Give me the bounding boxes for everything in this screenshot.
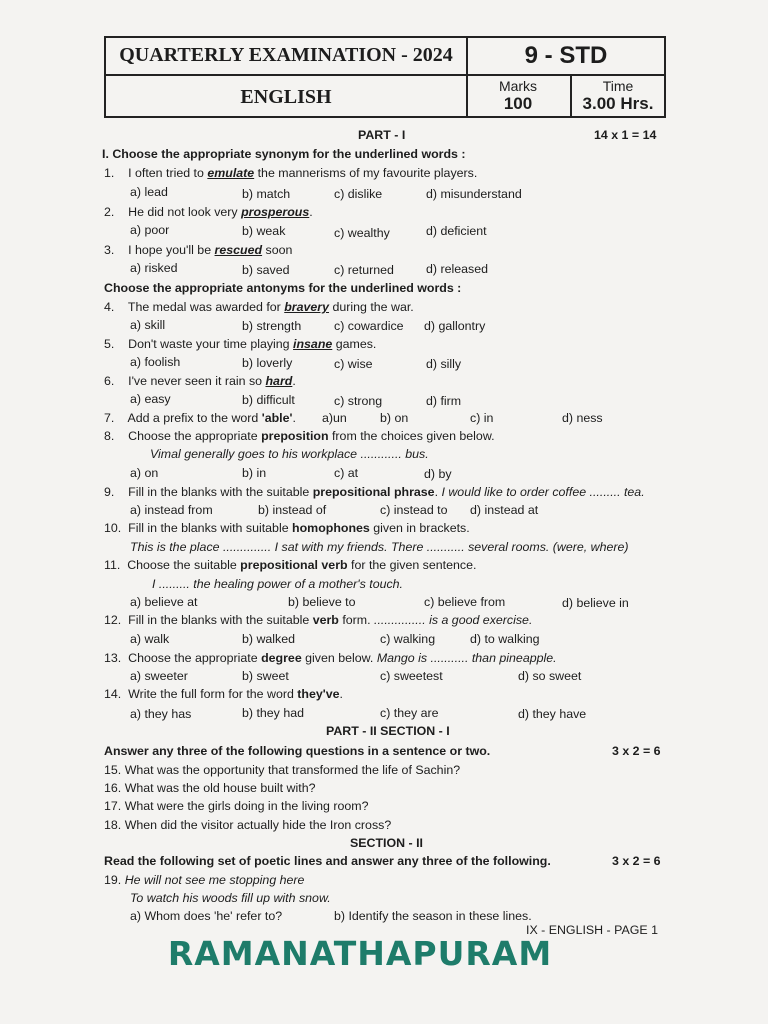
question-5: 5. Don't waste your time playing insane games. (104, 337, 377, 351)
option-a: a) risked (130, 261, 178, 275)
option-a: a) walk (130, 632, 170, 646)
option-d: d) firm (426, 394, 462, 408)
option-d: d) by (424, 467, 452, 481)
option-b: b) Identify the season in these lines. (334, 909, 532, 923)
option-c: c) returned (334, 263, 394, 277)
poem-line-2: To watch his woods fill up with snow. (130, 891, 331, 905)
question-6: 6. I've never seen it rain so hard. (104, 374, 296, 388)
option-c: c) in (470, 411, 494, 425)
option-d: d) misunderstand (426, 187, 522, 201)
option-a: a) Whom does 'he' refer to? (130, 909, 283, 923)
option-a: a)un (322, 411, 347, 425)
option-b: b) in (242, 466, 267, 480)
option-a: a) on (130, 466, 159, 480)
question-12: 12. Fill in the blanks with the suitable verb form. ............... is a good exercise. (104, 613, 533, 627)
option-c: c) believe from (424, 595, 506, 609)
option-b: b) on (380, 411, 409, 425)
option-a: a) skill (130, 318, 166, 332)
exam-title: QUARTERLY EXAMINATION - 2024 (119, 44, 453, 66)
question-16: 16. What was the old house built with? (104, 781, 316, 795)
question-8: 8. Choose the appropriate preposition from the choices given below. (104, 429, 495, 443)
option-c: c) at (334, 466, 359, 480)
option-a: a) easy (130, 392, 171, 406)
time-value: 3.00 Hrs. (582, 94, 654, 113)
question-17: 17. What were the girls doing in the living room? (104, 799, 369, 813)
option-b: b) weak (242, 224, 286, 238)
option-d: d) believe in (562, 596, 629, 610)
option-b: b) loverly (242, 356, 293, 370)
question-11: 11. Choose the suitable prepositional verb for the given sentence. (104, 558, 477, 572)
time-cell (570, 74, 666, 116)
question-4: 4. The medal was awarded for bravery during the war. (104, 300, 414, 314)
underlined-word: emulate (207, 166, 255, 180)
question-sentence: I ......... the healing power of a mother's touch. (152, 577, 404, 591)
option-b: b) sweet (242, 669, 289, 683)
option-c: c) sweetest (380, 669, 443, 683)
option-a: a) lead (130, 185, 168, 199)
option-d: d) silly (426, 357, 462, 371)
question-19: 19. He will not see me stopping here (104, 873, 305, 887)
option-d: d) so sweet (518, 669, 582, 683)
part1-title: PART - I (358, 128, 406, 142)
question-sentence: Vimal generally goes to his workplace ............ bus. (150, 447, 429, 461)
option-a: a) foolish (130, 355, 181, 369)
question-1: 1. I often tried to emulate the mannerisms of my favourite players. (104, 166, 478, 180)
part2-title: PART - II SECTION - I (326, 724, 450, 738)
time-label: Time (602, 78, 634, 94)
option-b: b) they had (242, 706, 304, 720)
option-c: c) they are (380, 706, 439, 720)
option-d: d) instead at (470, 503, 539, 517)
question-13: 13. Choose the appropriate degree given below. Mango is ........... than pineapple. (104, 651, 557, 665)
option-d: d) ness (562, 411, 603, 425)
std-label: 9 - STD (524, 42, 608, 69)
option-d: d) gallontry (424, 319, 486, 333)
option-b: b) saved (242, 263, 290, 277)
question-7: 7. Add a prefix to the word 'able'. (104, 411, 296, 425)
question-18: 18. When did the visitor actually hide the Iron cross? (104, 818, 392, 832)
marks-cell (466, 74, 572, 116)
subject-title: ENGLISH (240, 86, 332, 108)
brand-watermark: RAMANATHAPURAM (167, 934, 553, 973)
option-c: c) cowardice (334, 319, 404, 333)
option-a: a) poor (130, 223, 170, 237)
question-9: 9. Fill in the blanks with the suitable prepositional phrase. I would like to order coffee ......... tea. (104, 485, 645, 499)
question-15: 15. What was the opportunity that transformed the life of Sachin? (104, 763, 461, 777)
section2-instruction: Read the following set of poetic lines and answer any three of the following. (104, 854, 551, 868)
exam-header (104, 36, 666, 118)
option-b: b) match (242, 187, 291, 201)
option-b: b) believe to (288, 595, 356, 609)
section2-title: SECTION - II (350, 836, 423, 850)
option-c: c) strong (334, 394, 383, 408)
option-b: b) strength (242, 319, 302, 333)
option-d: d) to walking (470, 632, 540, 646)
part2-marks: 3 x 2 = 6 (612, 744, 661, 758)
question-sentence: This is the place .............. I sat with my friends. There ........... several rooms. (were, where) (130, 540, 629, 554)
option-d: d) released (426, 262, 488, 276)
marks-label: Marks (498, 78, 538, 94)
question-3: 3. I hope you'll be rescued soon (104, 243, 293, 257)
option-d: d) they have (518, 707, 587, 721)
option-b: b) walked (242, 632, 296, 646)
option-b: b) instead of (258, 503, 327, 517)
option-d: d) deficient (426, 224, 487, 238)
option-c: c) instead to (380, 503, 448, 517)
option-c: c) wise (334, 357, 373, 371)
antonym-instruction: Choose the appropriate antonyms for the underlined words : (104, 281, 462, 295)
question-2: 2. He did not look very prosperous. (104, 205, 313, 219)
page-label: IX - ENGLISH - PAGE 1 (526, 923, 658, 937)
marks-value: 100 (503, 94, 533, 113)
part1-marks: 14 x 1 = 14 (594, 128, 657, 142)
option-a: a) they has (130, 707, 192, 721)
synonym-instruction: I. Choose the appropriate synonym for the underlined words : (102, 147, 466, 161)
question-number: 1. (104, 166, 115, 180)
option-a: a) instead from (130, 503, 213, 517)
option-c: c) dislike (334, 187, 383, 201)
option-a: a) believe at (130, 595, 198, 609)
option-a: a) sweeter (130, 669, 188, 683)
section2-marks: 3 x 2 = 6 (612, 854, 661, 868)
option-c: c) walking (380, 632, 436, 646)
option-c: c) wealthy (334, 226, 390, 240)
option-b: b) difficult (242, 393, 295, 407)
question-14: 14. Write the full form for the word they've. (104, 687, 343, 701)
question-10: 10. Fill in the blanks with suitable homophones given in brackets. (104, 521, 470, 535)
part2-instruction: Answer any three of the following questions in a sentence or two. (104, 744, 491, 758)
